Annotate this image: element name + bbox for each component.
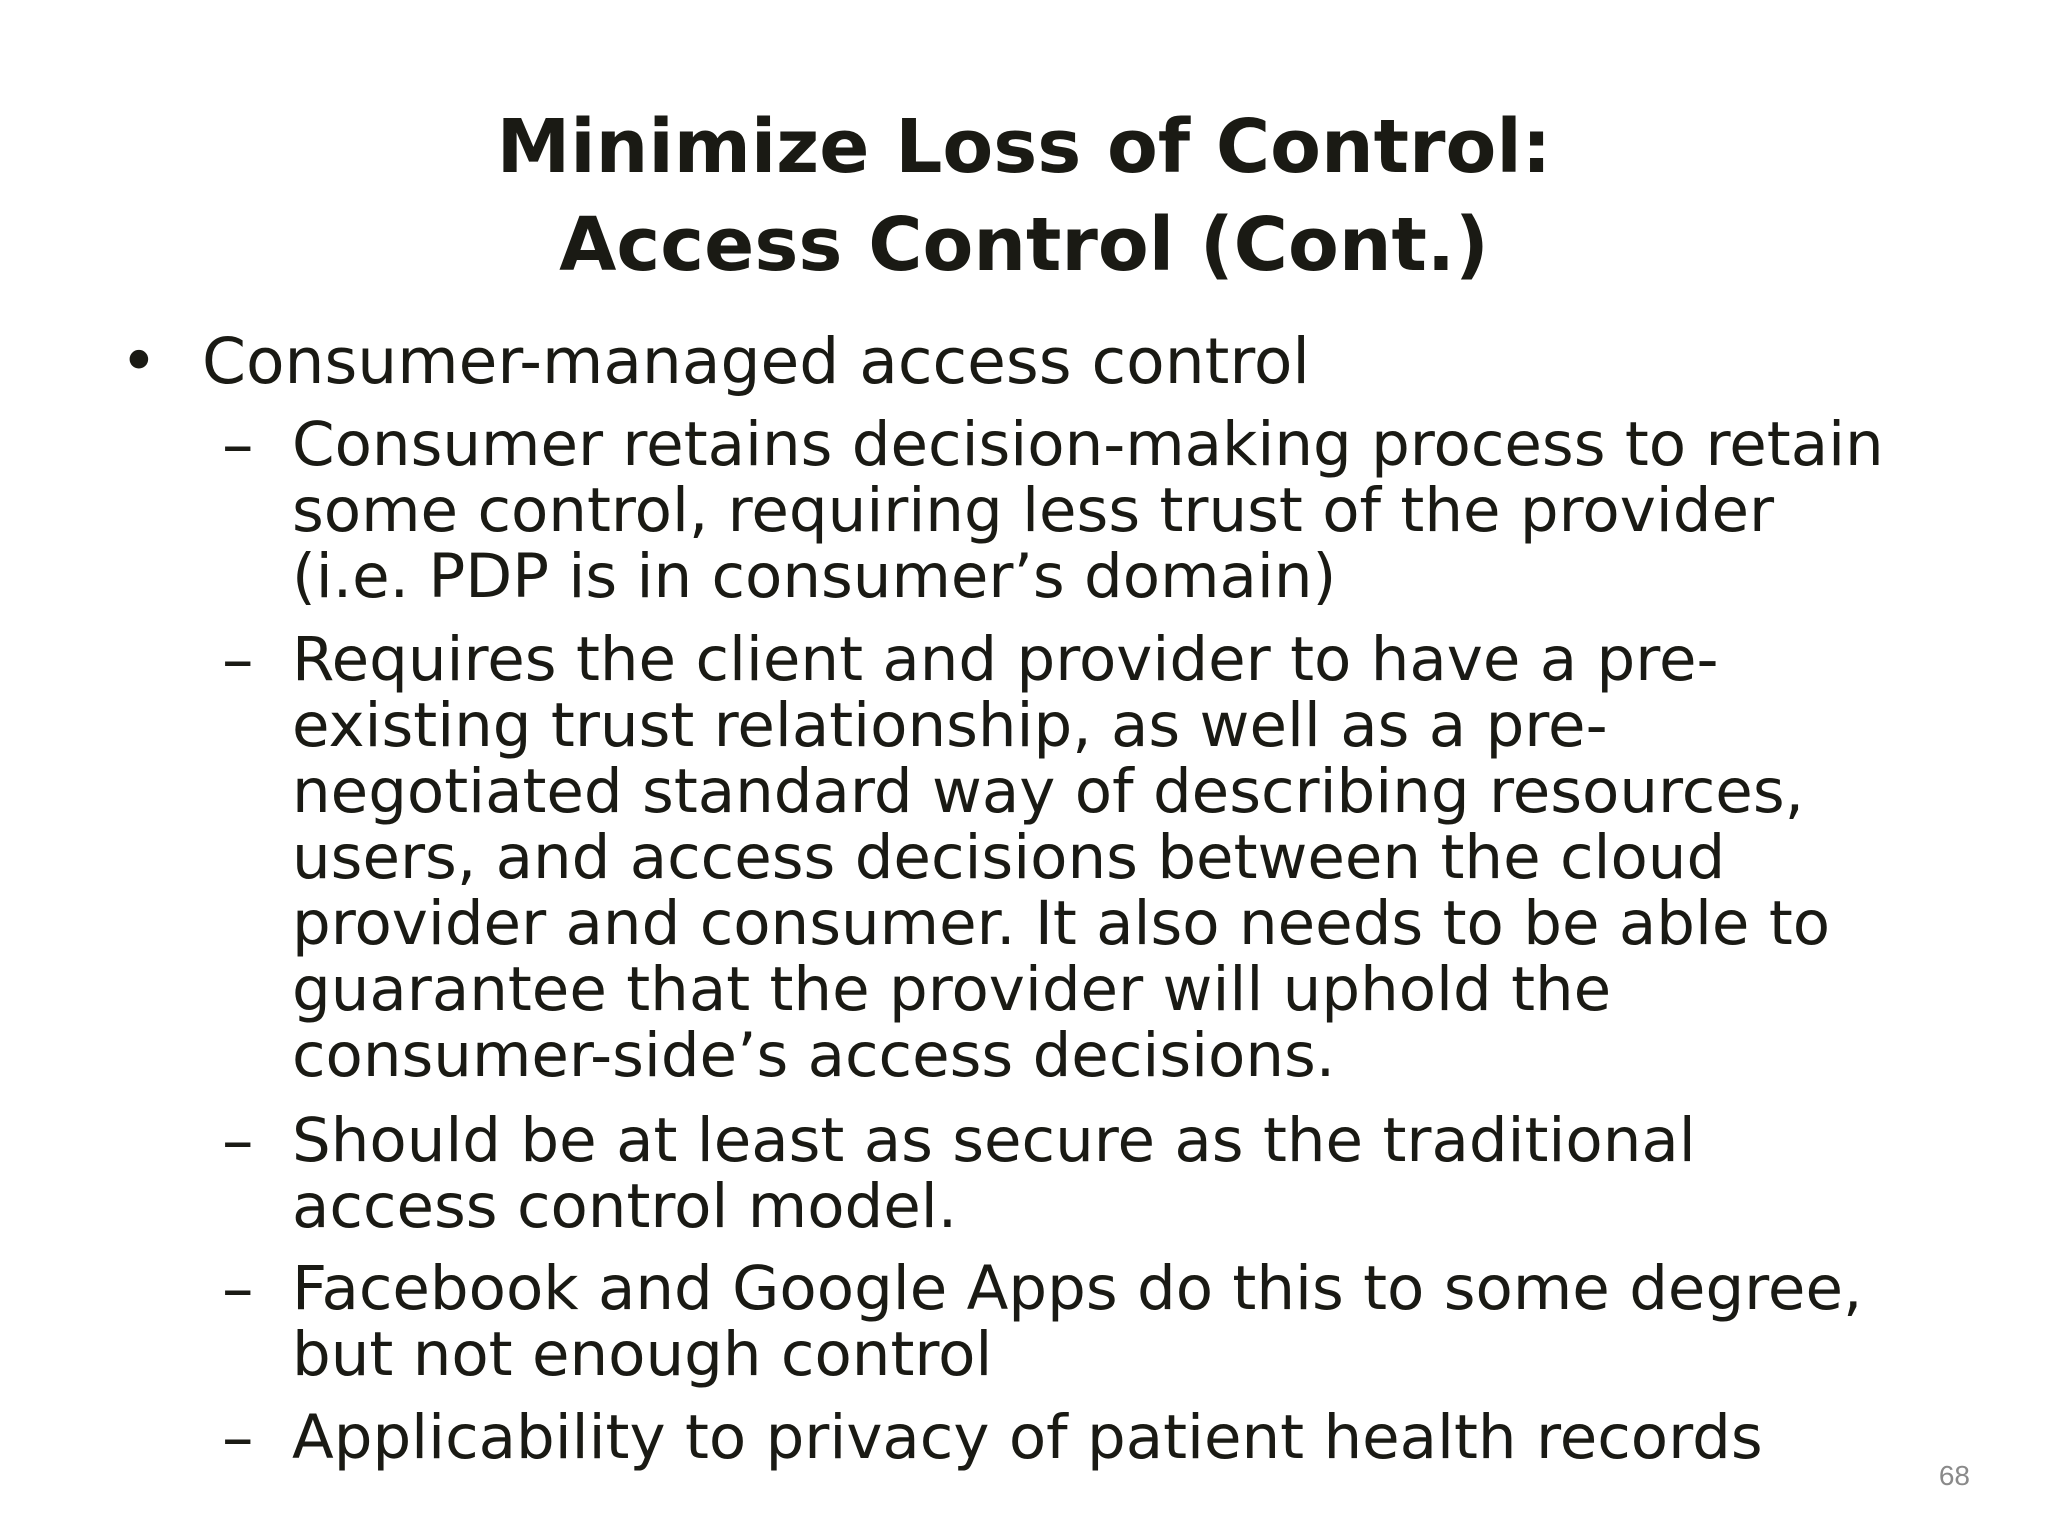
sub-bullet-line: Consumer retains decision-making process to retain [292, 409, 1884, 480]
sub-bullet-line: Applicability to privacy of patient health records [292, 1402, 1763, 1473]
sub-bullet-line: negotiated standard way of describing resources, [292, 756, 1804, 827]
sub-bullet-line: consumer-side’s access decisions. [292, 1020, 1336, 1091]
slide-title-line-2: Access Control (Cont.) [559, 202, 1489, 288]
bullet-dot-icon: • [120, 325, 158, 399]
dash-icon: – [222, 1104, 254, 1177]
sub-bullet-line: access control model. [292, 1171, 958, 1242]
dash-icon: – [222, 623, 254, 696]
sub-bullet-text [292, 1105, 1696, 1242]
sub-bullet-line: some control, requiring less trust of the provider [292, 475, 1775, 546]
page-number: 68 [1938, 1460, 1970, 1491]
sub-bullet-line: users, and access decisions between the cloud [292, 822, 1726, 893]
slide-title-line-1: Minimize Loss of Control: [496, 104, 1552, 190]
sub-bullet-line: existing trust relationship, as well as a pre- [292, 690, 1608, 761]
sub-bullet-line: Should be at least as secure as the traditional [292, 1105, 1696, 1176]
sub-bullet-text [292, 1402, 1763, 1473]
dash-icon: – [222, 1252, 254, 1325]
sub-bullet-line: provider and consumer. It also needs to be able to [292, 888, 1831, 959]
sub-bullet-text [292, 409, 1884, 612]
sub-bullet-line: (i.e. PDP is in consumer’s domain) [292, 541, 1337, 612]
sub-bullet-text [292, 1253, 1863, 1390]
dash-icon: – [222, 408, 254, 481]
bullet-text: Consumer-managed access control [202, 325, 1310, 398]
dash-icon: – [222, 1401, 254, 1474]
sub-bullet-line: Requires the client and provider to have a pre- [292, 624, 1719, 695]
sub-bullet-line: guarantee that the provider will uphold the [292, 954, 1612, 1025]
sub-bullet-text [292, 624, 1831, 1091]
sub-bullet-line: but not enough control [292, 1319, 993, 1390]
sub-bullet-line: Facebook and Google Apps do this to some degree, [292, 1253, 1863, 1324]
